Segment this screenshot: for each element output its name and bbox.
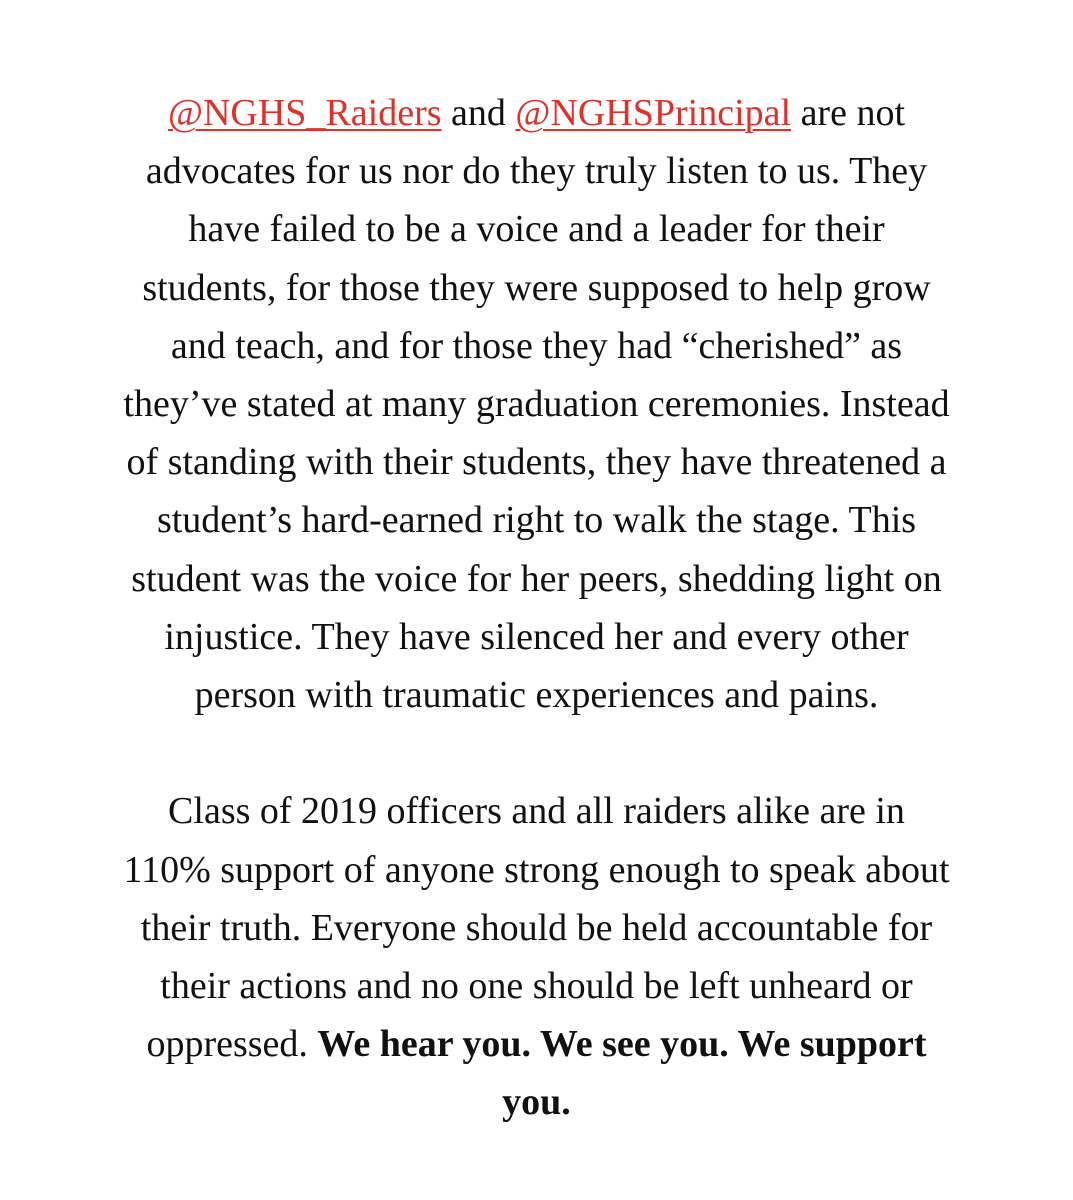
paragraph-2-line: their truth. Everyone should be held accountable for	[140, 906, 933, 949]
paragraph-1-line: have failed to be a voice and a leader for their	[188, 208, 885, 251]
paragraph-2-line: their actions and no one should be left unheard or	[160, 965, 913, 1008]
paragraph-1-line: injustice. They have silenced her and every other	[164, 615, 909, 658]
paragraph-1-line: student was the voice for her peers, shedding light on	[131, 557, 942, 600]
support-statement-bold: We hear you. We see you. We support	[317, 1023, 927, 1066]
paragraph-1-line: of standing with their students, they have threatened a	[126, 441, 947, 484]
support-statement-final: you.	[502, 1081, 571, 1124]
paragraph-1-line-1	[0, 84, 1073, 142]
paragraph-spacer	[0, 724, 1073, 782]
paragraph-2	[0, 782, 1073, 1131]
mention-nghs-principal[interactable]: @NGHSPrincipal	[515, 92, 792, 134]
paragraph-1	[0, 84, 1073, 724]
paragraph-1-line: person with traumatic experiences and pains.	[194, 674, 879, 717]
paragraph-2-line: 110% support of anyone strong enough to speak about	[123, 848, 950, 891]
paragraph-1-line: they’ve stated at many graduation ceremonies. Instead	[123, 383, 950, 426]
oppressed-text: oppressed.	[146, 1023, 318, 1066]
paragraph-1-line: student’s hard-earned right to walk the stage. This	[156, 499, 917, 542]
paragraph-1-line: and teach, and for those they had “cherished” as	[170, 324, 903, 367]
mention-nghs-raiders[interactable]: @NGHS_Raiders	[167, 92, 442, 134]
connector-text: and	[441, 92, 516, 134]
paragraph-1-line: students, for those they were supposed to help grow	[142, 266, 931, 309]
line-1-end-text: are not	[791, 92, 906, 134]
paragraph-1-line: advocates for us nor do they truly listen to us. They	[145, 150, 928, 193]
paragraph-2-line-5	[0, 1015, 1073, 1073]
paragraph-2-line: Class of 2019 officers and all raiders alike are in	[168, 790, 905, 833]
statement-document	[0, 84, 1073, 1132]
